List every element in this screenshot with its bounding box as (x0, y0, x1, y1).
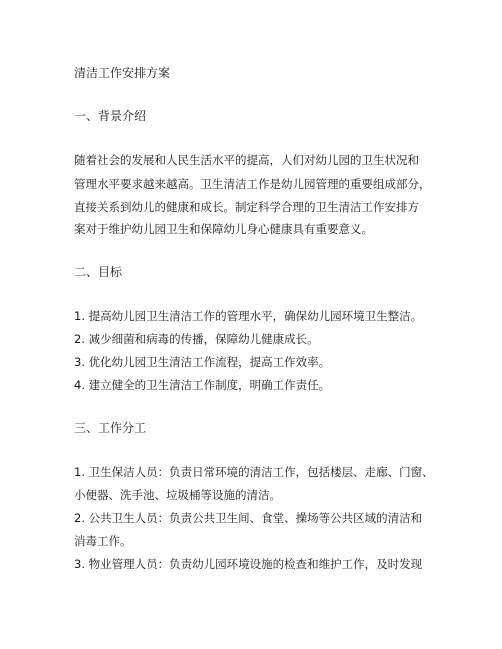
list-item: 2. 公共卫生人员：负责公共卫生间、食堂、操场等公共区域的清洁和 (74, 511, 423, 525)
list-item: 2. 减少细菌和病毒的传播，保障幼儿健康成长。 (74, 332, 319, 346)
section-heading-division: 三、工作分工 (74, 421, 147, 435)
list-item: 4. 建立健全的卫生清洁工作制度，明确工作责任。 (74, 378, 331, 392)
list-item: 3. 物业管理人员：负责幼儿园环境设施的检查和维护工作，及时发现 (74, 557, 423, 571)
paragraph-line: 管理水平要求越来越高。卫生清洁工作是幼儿园管理的重要组成部分， (74, 177, 431, 191)
paragraph-line: 随着社会的发展和人民生活水平的提高，人们对幼儿园的卫生状况和 (74, 153, 419, 167)
section-heading-goals: 二、目标 (74, 265, 123, 279)
list-item-continuation: 小便器、洗手池、垃圾桶等设施的清洁。 (74, 488, 281, 502)
paragraph-line: 案对于维护幼儿园卫生和保障幼儿身心健康具有重要意义。 (74, 222, 373, 236)
list-item-continuation: 消毒工作。 (74, 534, 132, 548)
section-heading-background: 一、背景介绍 (74, 109, 147, 123)
list-item: 1. 提高幼儿园卫生清洁工作的管理水平，确保幼儿园环境卫生整洁。 (74, 309, 423, 323)
list-item: 1. 卫生保洁人员：负责日常环境的清洁工作，包括楼层、走廊、门窗、 (74, 465, 434, 479)
list-item: 3. 优化幼儿园卫生清洁工作流程，提高工作效率。 (74, 355, 331, 369)
paragraph-line: 直接关系到幼儿的健康和成长。制定科学合理的卫生清洁工作安排方 (74, 200, 419, 214)
document-title: 清洁工作安排方案 (74, 66, 171, 80)
